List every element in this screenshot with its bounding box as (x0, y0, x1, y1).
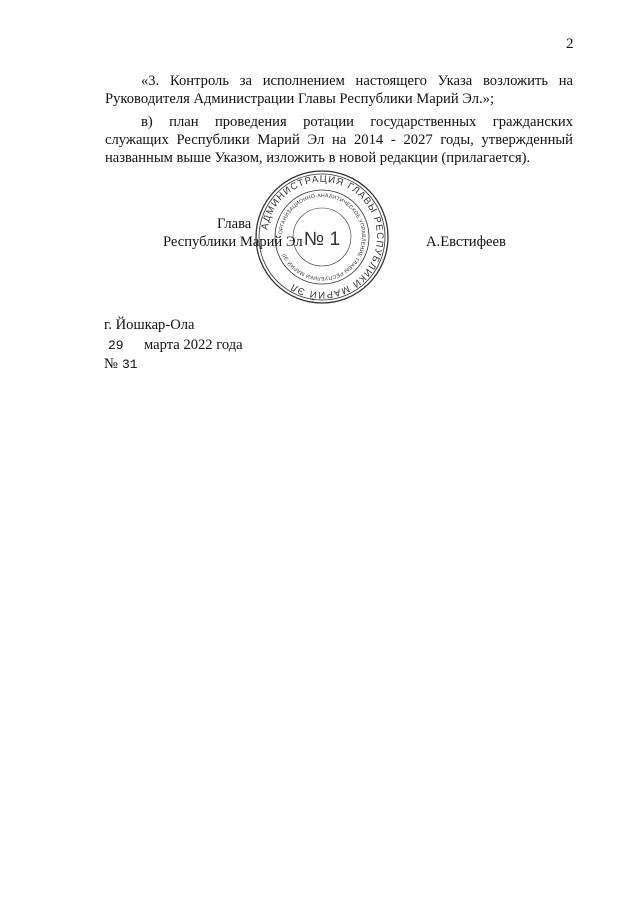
signature-republic: Республики Марий Эл (163, 234, 303, 250)
seal-outer-text: АДМИНИСТРАЦИЯ ГЛАВЫ РЕСПУБЛИКИ МАРИЙ ЭЛ (259, 173, 386, 301)
city-name: г. Йошкар-Ола (104, 317, 195, 333)
paragraph-control-clause: «3. Контроль за исполнением настоящего Указа возложить на Руководителя Администрации Главы Республики Марий Эл.»; (105, 73, 573, 107)
decree-month-year: марта 2022 года (144, 337, 243, 353)
decree-date (104, 337, 243, 354)
official-seal-stamp (254, 169, 390, 305)
decree-number-label: № (104, 356, 118, 372)
decree-number-value: 31 (121, 357, 138, 372)
seal-inner-text: ОРГАНИЗАЦИОННО-АНАЛИТИЧЕСКОЕ УПРАВЛЕНИЕ ГЛАВЫ РЕСПУБЛИКИ МАРИЙ ЭЛ (278, 192, 367, 282)
page-number: 2 (566, 36, 574, 52)
signature-name: А.Евстифеев (426, 234, 506, 250)
signature-title: Глава (217, 216, 252, 232)
seal-number: № 1 (303, 229, 341, 250)
decree-day: 29 (108, 338, 124, 353)
decree-number (104, 356, 138, 373)
paragraph-rotation-plan: в) план проведения ротации государственных гражданских служащих Республики Марий Эл на 2014 - 2027 годы, утвержденный названным выше Указом, изложить в новой редакции (прилагается). (105, 114, 573, 166)
